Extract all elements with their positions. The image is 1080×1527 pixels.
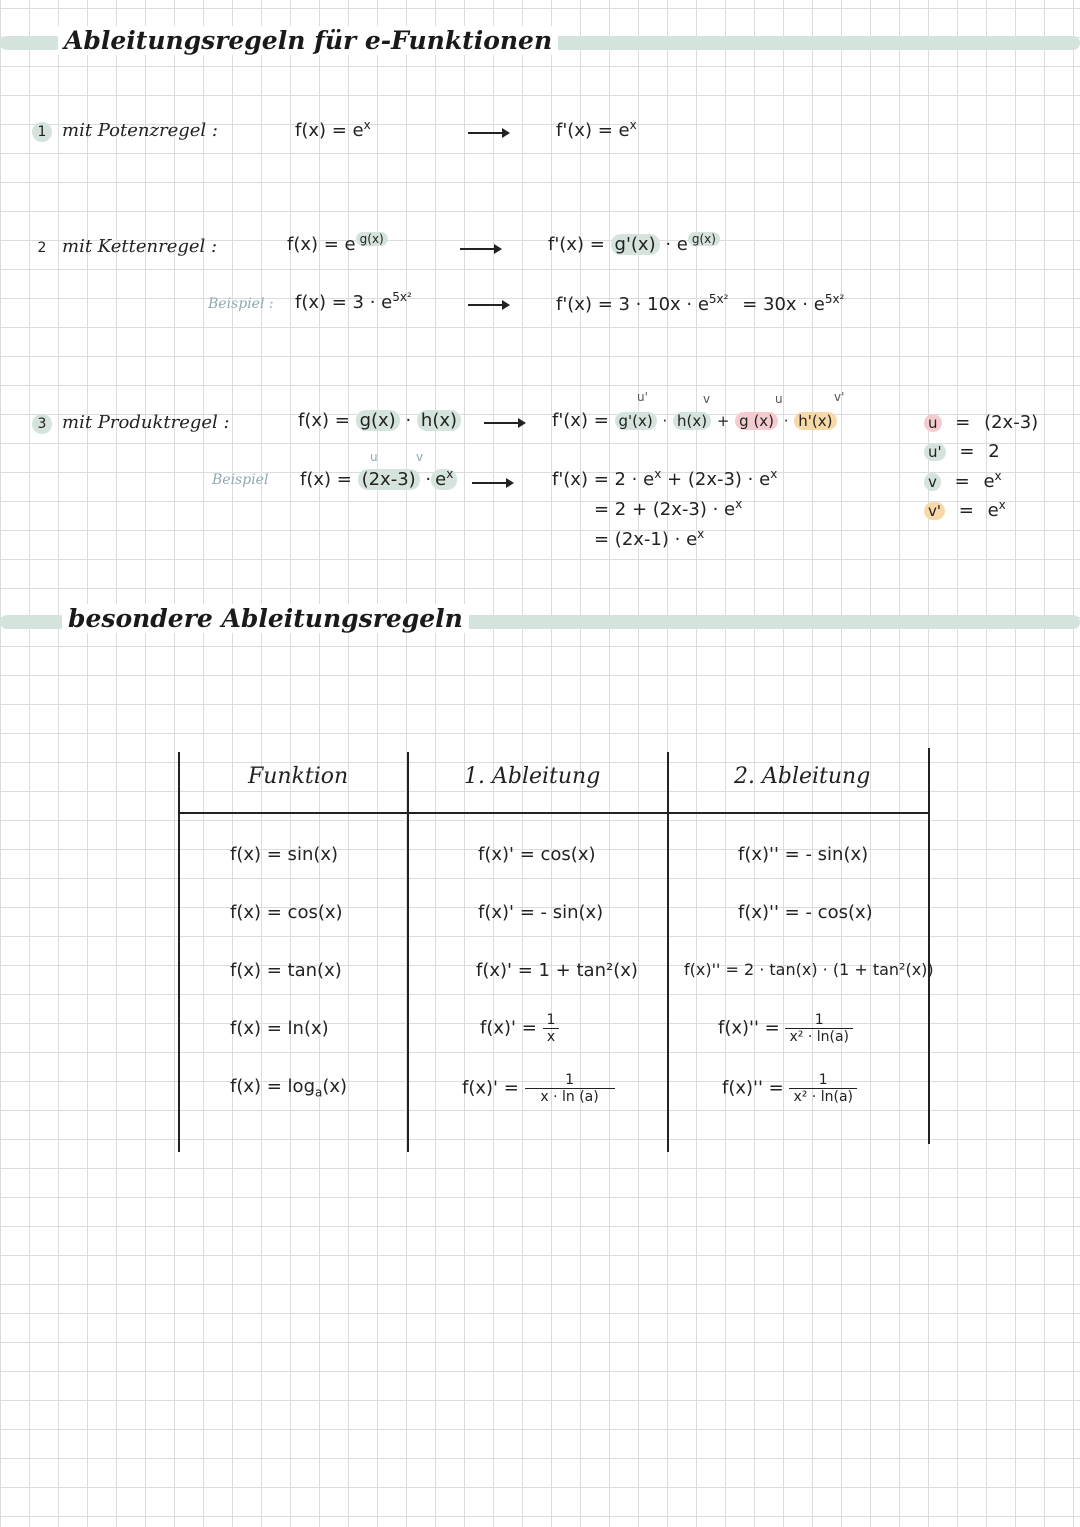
rule3-example-function-u: (2x-3) [358, 469, 420, 490]
rule3-example-line2-text: = 2 + (2x-3) · e [594, 499, 736, 520]
row5-d2-numerator: 1 [789, 1072, 857, 1089]
rule2-derivative-gprime: g'(x) [611, 234, 660, 255]
table-border-right [928, 748, 930, 1144]
table-cell-first-derivative [462, 1072, 615, 1105]
row4-d1-fraction [543, 1012, 560, 1045]
legend-u-val: (2x-3) [984, 412, 1039, 433]
row5-d1-denominator: x · ln (a) [540, 1089, 599, 1105]
legend-vprime-exp: x [998, 498, 1006, 512]
rule2-example-result-exp: 5x² [824, 292, 845, 306]
rule3-example-line3-exp: x [697, 527, 705, 541]
rule1-derivative-exp: x [629, 118, 637, 132]
table-cell-first-derivative: f(x)' = cos(x) [478, 844, 596, 865]
row4-d1-numerator: 1 [543, 1012, 560, 1029]
rule3-derivative-lhs: f'(x) = [552, 410, 609, 431]
legend-u-var: u [924, 414, 942, 432]
rule1-function [295, 118, 371, 141]
row4-d2-denominator: x² · ln(a) [789, 1029, 849, 1045]
tag-u: u [775, 392, 783, 406]
rule3-example-line2-exp: x [735, 497, 743, 511]
rule2-example-derivative-base: f'(x) = 3 · 10x · e [556, 294, 709, 315]
row5-f-arg: (x) [322, 1076, 348, 1097]
example-tag-u: u [370, 450, 378, 464]
rule2-function-base: f(x) = e [287, 234, 356, 255]
rule3-derivative-hprime: h'(x) [794, 412, 836, 430]
rule3-example-line3 [594, 527, 704, 550]
rule3-example-line1-a: f'(x) = 2 · e [552, 469, 655, 490]
rule2-example-function-exp: 5x² [392, 290, 412, 304]
rule2-function-exp: g(x) [356, 232, 388, 246]
rule1-derivative [556, 118, 637, 141]
legend-v-var: v [924, 473, 941, 491]
rule2-label: mit Kettenregel : [62, 236, 218, 257]
rule3-example-function-v: e [435, 469, 447, 490]
table-cell-function: f(x) = tan(x) [230, 960, 342, 981]
tag-v-prime: v' [834, 390, 845, 404]
legend-v [924, 469, 1002, 492]
row4-d1-denominator: x [546, 1029, 556, 1045]
rule1-label: mit Potenzregel : [62, 120, 218, 141]
arrow-icon [472, 482, 512, 484]
row4-d2-lhs: f(x)'' = [718, 1017, 780, 1039]
rule3-label: mit Produktregel : [62, 412, 230, 433]
rule2-example-derivative-exp: 5x² [708, 292, 729, 306]
example-tag-v: v [416, 450, 424, 464]
legend-vprime-var: v' [924, 502, 945, 520]
rule3-example-line2 [594, 497, 742, 520]
rule2-example-function-base: f(x) = 3 · e [295, 292, 393, 313]
table-header-function: Funktion [248, 764, 349, 789]
row5-d2-fraction [789, 1072, 857, 1105]
section-title-e-functions: Ableitungsregeln für e-Funktionen [58, 26, 558, 55]
rule2-example-derivative [556, 292, 844, 315]
rule1-function-exp: x [363, 118, 371, 132]
legend-u [924, 412, 1038, 433]
row4-d1-lhs: f(x)' = [480, 1017, 537, 1039]
legend-uprime-eq: = [959, 441, 975, 462]
table-cell-second-derivative: f(x)'' = 2 · tan(x) · (1 + tan²(x)) [684, 960, 934, 979]
rule3-function-lhs: f(x) = [298, 410, 350, 431]
section-title-special-rules: besondere Ableitungsregeln [62, 604, 469, 633]
table-cell-function: f(x) = cos(x) [230, 902, 343, 923]
rule3-example-line1-b: + (2x-3) · e [661, 469, 771, 490]
rule2-example-function [295, 290, 412, 313]
table-header-second-derivative: 2. Ableitung [734, 764, 871, 789]
table-header-first-derivative: 1. Ableitung [464, 764, 601, 789]
rule3-row [32, 412, 230, 434]
rule3-example-function-lhs: f(x) = [300, 469, 352, 490]
rule2-row [32, 236, 217, 258]
table-cell-function: f(x) = ln(x) [230, 1018, 329, 1039]
legend-v-prime [924, 498, 1006, 521]
table-cell-function: f(x) = sin(x) [230, 844, 339, 865]
rule3-number: 3 [32, 414, 52, 434]
legend-v-exp: x [994, 469, 1002, 483]
rule3-derivative-plus: + [716, 412, 730, 430]
legend-u-eq: = [955, 412, 971, 433]
table-header-rule [180, 812, 930, 814]
rule2-derivative-lhs: f'(x) = [548, 234, 605, 255]
rule3-example-function: $f(x) = (2x-3) \cdot e^x$ [300, 467, 457, 490]
row5-f-sub: a [315, 1085, 323, 1100]
table-cell-first-derivative: f(x)' = 1 + tan²(x) [476, 960, 638, 981]
tag-v: v [703, 392, 711, 406]
legend-vprime-val: e [987, 500, 999, 521]
rule3-derivative-g: g (x) [735, 412, 778, 430]
rule3-function-g: g(x) [356, 410, 400, 431]
rule3-example-line3-text: = (2x-1) · e [594, 529, 698, 550]
title-band-left-2 [0, 615, 66, 629]
table-cell-second-derivative [722, 1072, 857, 1105]
table-cell-second-derivative: f(x)'' = - cos(x) [738, 902, 873, 923]
arrow-icon [460, 248, 500, 250]
rule3-derivative-gprime: g'(x) [615, 412, 657, 430]
rule3-function-dot: · [405, 410, 412, 431]
rule3-example-function-v-exp: x [446, 467, 454, 481]
table-cell-second-derivative: f(x)'' = - sin(x) [738, 844, 869, 865]
rule3-derivative-h: h(x) [673, 412, 711, 430]
rule1-row [32, 120, 218, 142]
table-cell-second-derivative [718, 1012, 853, 1045]
row4-d2-numerator: 1 [785, 1012, 853, 1029]
arrow-icon [468, 304, 508, 306]
rule3-derivative: f'(x) = g'(x) · h(x) + g (x) · h'(x) [552, 410, 837, 431]
row5-d1-lhs: f(x)' = [462, 1077, 519, 1099]
legend-u-prime [924, 441, 1000, 462]
rule3-example-line1-exp2: x [770, 467, 778, 481]
rule3-function-h: h(x) [417, 410, 461, 431]
legend-uprime-val: 2 [988, 441, 1000, 462]
rule3-example-line1 [552, 467, 777, 490]
rule2-example-result: = 30x · e [742, 294, 825, 315]
rule2-derivative-e: · e [665, 234, 688, 255]
rule3-example-line1-exp: x [654, 467, 662, 481]
rule3-example-label: Beispiel [212, 472, 269, 488]
row5-d2-denominator: x² · ln(a) [793, 1089, 853, 1105]
rule2-function [287, 232, 388, 255]
title-band-right-2 [396, 615, 1080, 629]
row5-d1-numerator: 1 [525, 1072, 615, 1089]
legend-v-eq: = [954, 471, 970, 492]
arrow-icon [468, 132, 508, 134]
legend-vprime-eq: = [958, 500, 974, 521]
rule3-function [298, 410, 461, 431]
arrow-icon [484, 422, 524, 424]
title-band-left [0, 36, 62, 50]
row5-f-base: f(x) = log [230, 1076, 315, 1097]
table-cell-first-derivative [480, 1012, 559, 1045]
table-cell-first-derivative: f(x)' = - sin(x) [478, 902, 604, 923]
rule2-derivative [548, 232, 720, 255]
rule1-number: 1 [32, 122, 52, 142]
legend-v-val: e [983, 471, 995, 492]
rule2-derivative-exp: g(x) [688, 232, 720, 246]
row4-d2-fraction [785, 1012, 853, 1045]
rule2-number: 2 [37, 240, 47, 256]
legend-uprime-var: u' [924, 443, 946, 461]
table-cell-function [230, 1076, 347, 1100]
rule1-function-base: f(x) = e [295, 120, 364, 141]
rule1-derivative-base: f'(x) = e [556, 120, 630, 141]
row5-d2-lhs: f(x)'' = [722, 1077, 784, 1099]
row5-d1-fraction [525, 1072, 615, 1105]
rule2-example-label: Beispiel : [208, 296, 274, 312]
tag-u-prime: u' [637, 390, 648, 404]
